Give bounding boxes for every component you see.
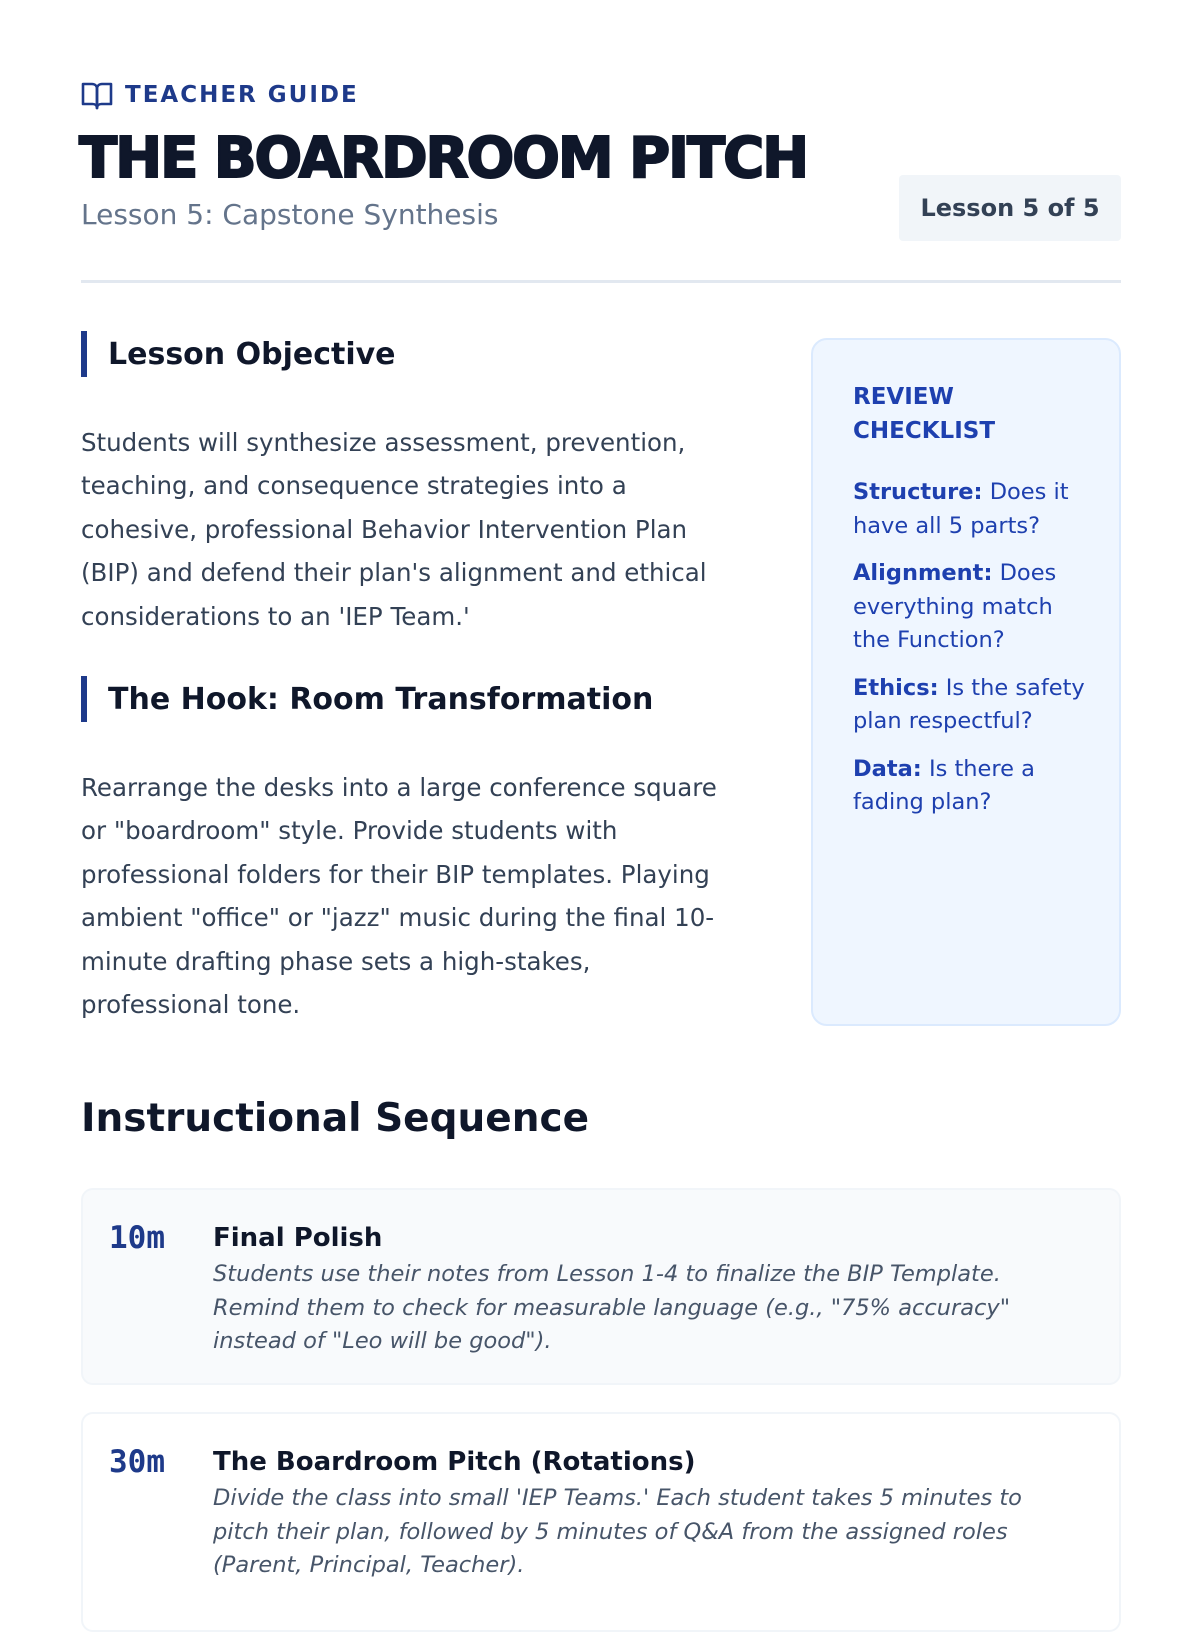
objective-heading-text: Lesson Objective <box>108 336 396 372</box>
checklist-item-label: Ethics: <box>853 674 939 701</box>
checklist-item <box>853 476 1087 543</box>
step-description: Students use their notes from Lesson 1-4 to finalize the BIP Template. Remind them to check for measurable language (e.g., "75% accuracy" instead of "Leo will be good"). <box>213 1261 1011 1354</box>
eyebrow <box>81 80 359 110</box>
checklist-item-text: Does everything match the Function? <box>853 560 1057 653</box>
checklist-item-label: Alignment: <box>853 560 993 586</box>
review-checklist <box>811 338 1121 1026</box>
lesson-badge: Lesson 5 of 5 <box>899 175 1121 241</box>
step-title: The Boardroom Pitch (Rotations) <box>213 1447 696 1477</box>
page-subtitle: Lesson 5: Capstone Synthesis <box>81 198 499 231</box>
checklist-item-label: Structure: <box>853 479 983 505</box>
hook-text: Rearrange the desks into a large conference square or "boardroom" style. Provide students with professional folders for their BIP templates. Playing ambient "office" or "jazz" music during the final 10-minute drafting phase sets a high-stakes, professional tone. <box>81 773 717 1020</box>
sequence-step <box>81 1412 1121 1632</box>
checklist-item-text: Does it have all 5 parts? <box>853 479 1069 539</box>
header-divider <box>81 280 1121 283</box>
checklist-item <box>853 753 1087 820</box>
sequence-title: Instructional Sequence <box>81 1096 590 1141</box>
section-accent-bar <box>81 331 87 377</box>
checklist-item <box>853 672 1087 739</box>
objective-text: Students will synthesize assessment, prevention, teaching, and consequence strategies into a cohesive, professional Behavior Intervention Plan (BIP) and defend their plan's alignment and ethical considerations to an 'IEP Team.' <box>81 428 707 631</box>
checklist-item-text: Is the safety plan respectful? <box>853 674 1085 734</box>
eyebrow-label: TEACHER GUIDE <box>125 82 359 108</box>
step-description: Divide the class into small 'IEP Teams.' Each student takes 5 minutes to pitch their plan, followed by 5 minutes of Q&A from the assigned roles (Parent, Principal, Teacher). <box>213 1485 1022 1578</box>
page-title: THE BOARDROOM PITCH <box>79 126 808 191</box>
section-accent-bar <box>81 676 87 722</box>
objective-heading <box>81 331 396 377</box>
step-duration: 30m <box>109 1444 165 1480</box>
step-duration: 10m <box>109 1220 165 1256</box>
step-title: Final Polish <box>213 1223 383 1253</box>
hook-heading <box>81 676 653 722</box>
checklist-item-label: Data: <box>853 755 922 782</box>
sequence-step <box>81 1188 1121 1385</box>
checklist-item <box>853 557 1087 658</box>
hook-heading-text: The Hook: Room Transformation <box>108 681 654 717</box>
open-book-icon <box>81 80 113 110</box>
step-body <box>213 1444 1079 1583</box>
checklist-item-text: Is there a fading plan? <box>853 755 1035 815</box>
checklist-title: REVIEW CHECKLIST <box>853 384 996 444</box>
step-body <box>213 1220 1079 1359</box>
